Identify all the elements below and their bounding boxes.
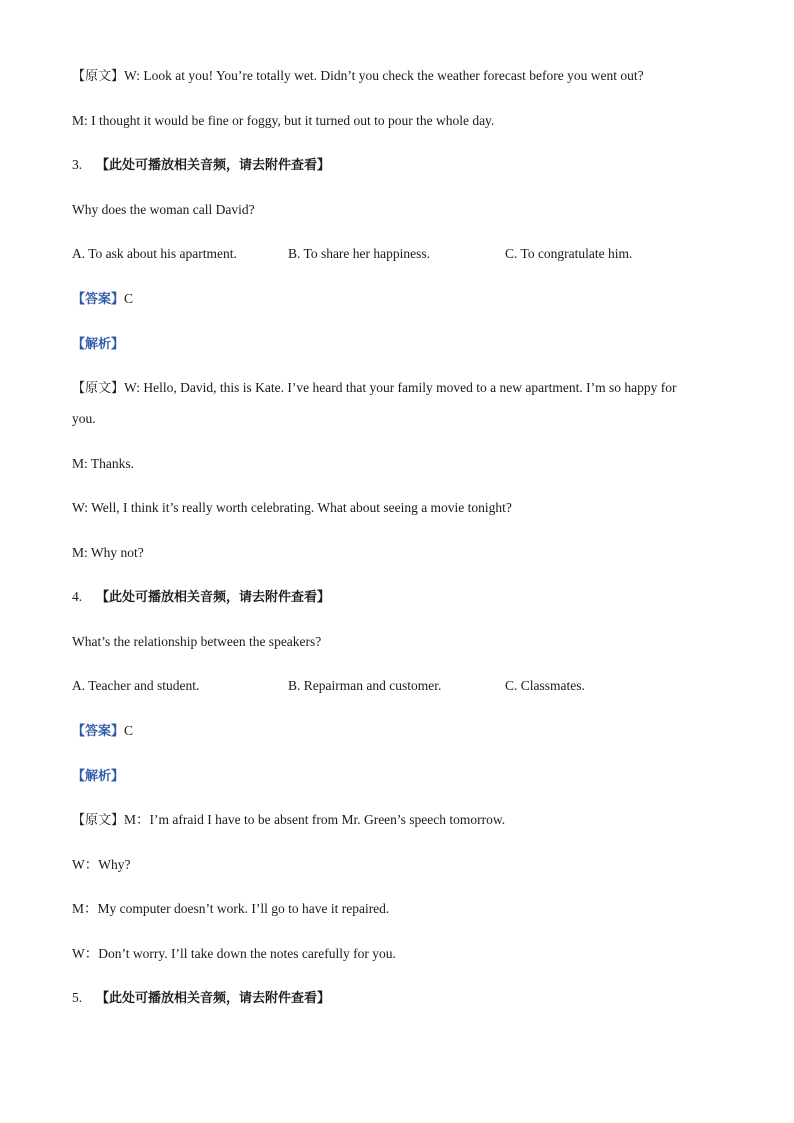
q4-transcript-2: W：Why? xyxy=(72,857,131,872)
question-number: 3. xyxy=(72,157,83,172)
q2-transcript-m: M: I thought it would be fine or foggy, but it turned out to pour the whole day. xyxy=(72,113,495,128)
audio-note[interactable]: 【此处可播放相关音频，请去附件查看】 xyxy=(96,590,331,605)
transcript-tag: 【原文】 xyxy=(72,69,125,84)
transcript-text: W: Hello, David, this is Kate. I’ve heard that your family moved to a new apartment. I’m so happy for xyxy=(124,380,677,395)
transcript-text: W: Look at you! You’re totally wet. Didn’t you check the weather forecast before you went out? xyxy=(124,68,644,83)
q4-analysis xyxy=(72,766,734,787)
q4-transcript-1 xyxy=(72,810,734,831)
answer-value: C xyxy=(124,723,134,738)
q3-transcript-2: M: Thanks. xyxy=(72,456,135,471)
q4-transcript-3: M：My computer doesn’t work. I’ll go to have it repaired. xyxy=(72,901,390,916)
q3-analysis xyxy=(72,334,734,355)
transcript-tag: 【原文】 xyxy=(72,381,125,396)
option-b: B. Repairman and customer. xyxy=(288,678,442,693)
analysis-tag: 【解析】 xyxy=(72,769,125,784)
question-number: 4. xyxy=(72,589,83,604)
option-b: B. To share her happiness. xyxy=(288,246,431,261)
analysis-tag: 【解析】 xyxy=(72,337,125,352)
option-c: C. To congratulate him. xyxy=(505,246,633,261)
q3-transcript-3: W: Well, I think it’s really worth celebrating. What about seeing a movie tonight? xyxy=(72,500,512,515)
answer-tag: 【答案】 xyxy=(72,724,125,739)
q5-heading xyxy=(72,988,734,1009)
q4-transcript-4: W：Don’t worry. I’ll take down the notes carefully for you. xyxy=(72,946,396,961)
option-a: A. Teacher and student. xyxy=(72,678,200,693)
transcript-tag: 【原文】 xyxy=(72,813,125,828)
answer-value: C xyxy=(124,291,134,306)
q3-question: Why does the woman call David? xyxy=(72,202,255,217)
q3-transcript-4: M: Why not? xyxy=(72,545,144,560)
q3-transcript-1b: you. xyxy=(72,411,96,426)
q3-heading xyxy=(72,155,734,176)
option-a: A. To ask about his apartment. xyxy=(72,246,237,261)
transcript-text: M：I’m afraid I have to be absent from Mr. Green’s speech tomorrow. xyxy=(124,812,506,827)
question-number: 5. xyxy=(72,990,83,1005)
audio-note[interactable]: 【此处可播放相关音频，请去附件查看】 xyxy=(96,158,331,173)
audio-note[interactable]: 【此处可播放相关音频，请去附件查看】 xyxy=(96,991,331,1006)
q4-question: What’s the relationship between the speakers? xyxy=(72,634,322,649)
q4-heading xyxy=(72,587,734,608)
q3-answer xyxy=(72,289,734,310)
option-c: C. Classmates. xyxy=(505,678,585,693)
q2-transcript-w xyxy=(72,66,734,87)
q3-transcript-1a xyxy=(72,378,734,399)
answer-tag: 【答案】 xyxy=(72,292,125,307)
q4-answer xyxy=(72,721,734,742)
